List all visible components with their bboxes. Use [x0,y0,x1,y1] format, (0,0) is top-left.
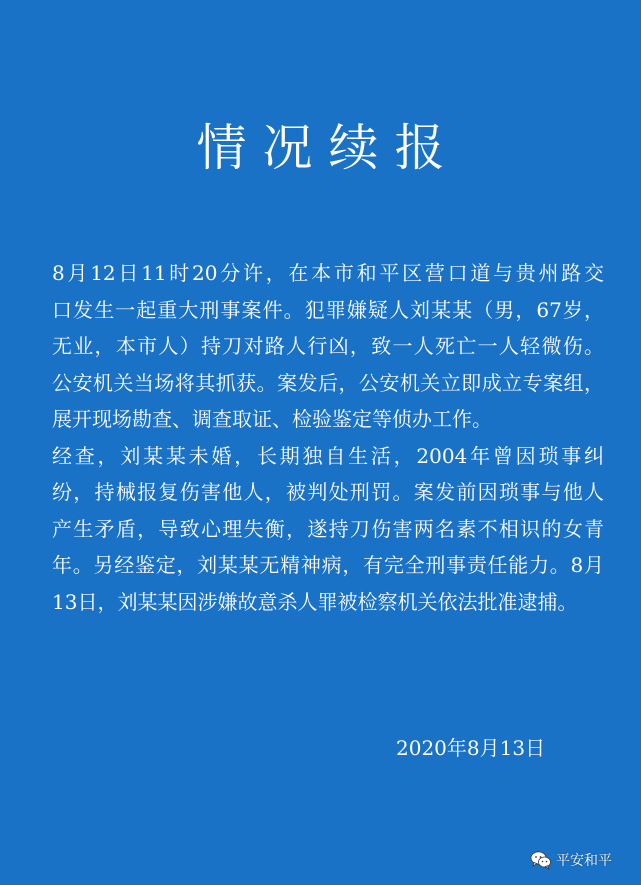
account-watermark [530,847,612,873]
paragraph-2-line-4: 年。另经鉴定，刘某某无精神病，有完全刑事责任能力。8月 [52,553,604,577]
notice-title: 情况续报 [196,119,461,177]
paragraph-2-line-2: 纷，持械报复伤害他人，被判处刑罚。案发前因琐事与他人 [52,480,604,504]
issue-date: 2020年8月13日 [396,736,546,760]
paragraph-1-line-3: 无业，本市人）持刀对路人行凶，致一人死亡一人轻微伤。 [52,334,604,358]
paragraph-2-line-3: 产生矛盾，导致心理失衡，遂持刀伤害两名素不相识的女青 [52,516,604,541]
paragraph-1-line-4: 公安机关当场将其抓获。案发后，公安机关立即成立专案组， [52,370,604,395]
account-name: 平安和平 [556,853,612,869]
paragraph-1-line-2: 口发生一起重大刑事案件。犯罪嫌疑人刘某某（男，67岁， [52,297,604,322]
notice-body [52,255,604,620]
paragraph-1-line-1: 8月12日11时20分许，在本市和平区营口道与贵州路交 [52,261,604,285]
wechat-icon [530,850,552,870]
paragraph-1-line-5: 展开现场勘查、调查取证、检验鉴定等侦办工作。 [52,407,492,431]
paragraph-2-line-5: 13日，刘某某因涉嫌故意杀人罪被检察机关依法批准逮捕。 [52,589,578,614]
paragraph-2-line-1: 经查，刘某某未婚，长期独自生活，2004年曾因琐事纠 [52,443,604,468]
